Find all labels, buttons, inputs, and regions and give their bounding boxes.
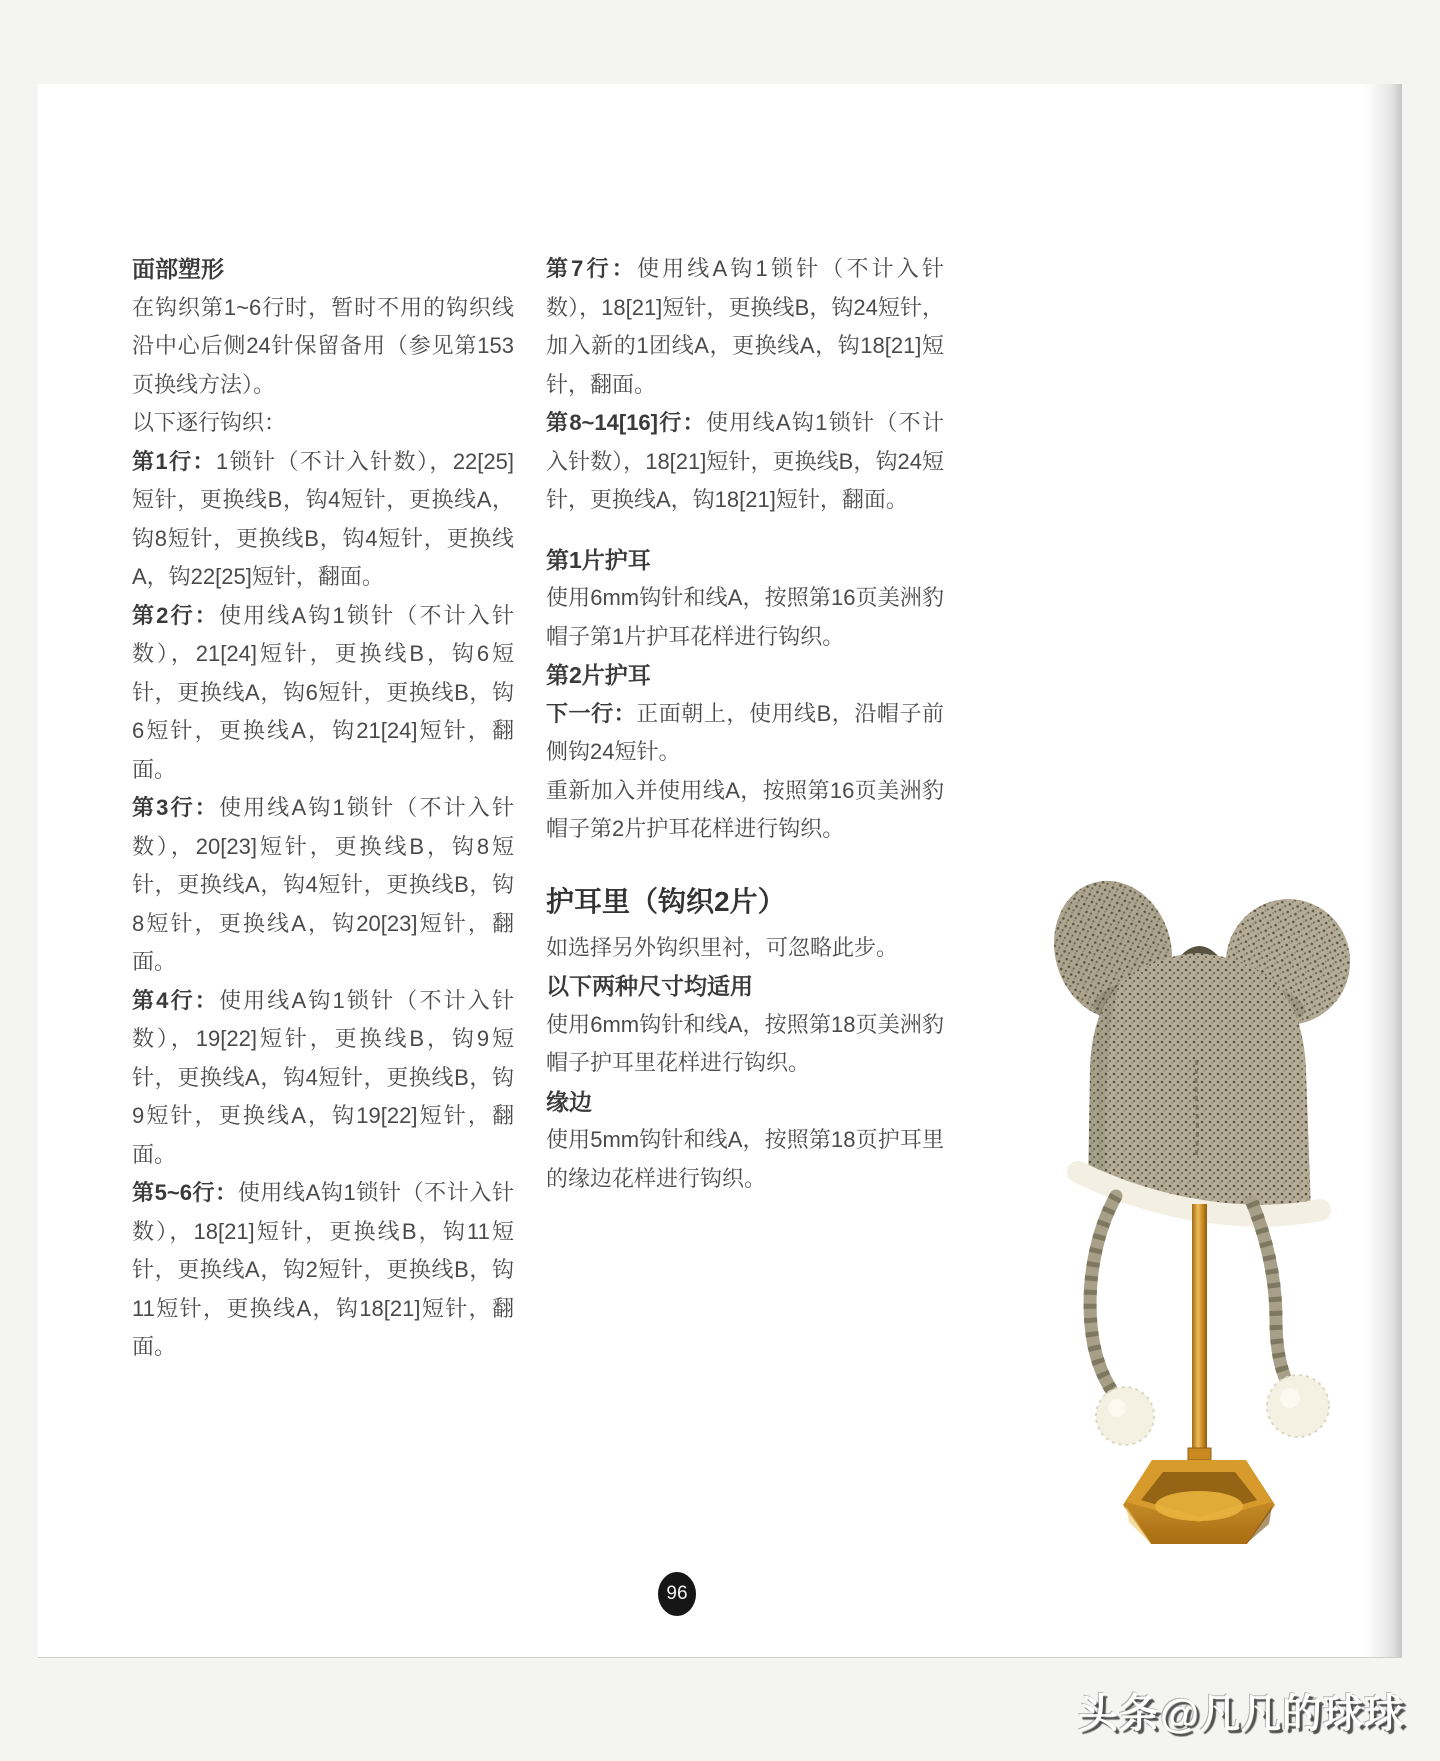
section-heading-earflap-1: 第1片护耳	[546, 546, 651, 573]
paragraph: 使用6mm钩针和线A，按照第16页美洲豹帽子第1片护耳花样进行钩织。	[546, 585, 944, 649]
right-column	[546, 250, 944, 1198]
stand-base	[1123, 1460, 1275, 1544]
page-number-badge	[658, 1572, 696, 1616]
pattern-row	[546, 250, 944, 404]
left-braid	[1090, 1196, 1122, 1404]
right-braid	[1252, 1202, 1296, 1398]
stand-pole-collar	[1188, 1448, 1211, 1460]
row-text: 1锁针（不计入针数），22[25]短针，更换线B，钩4短针，更换线A，钩8短针，更换线B，钩4短针，更换线A，钩22[25]短针，翻面。	[132, 448, 514, 589]
row-text: 使用线A钩1锁针（不计入针数），18[21]短针，更换线B，钩11短针，更换线A，钩2短针，更换线B，钩11短针，更换线A，钩18[21]短针，翻面。	[132, 1180, 514, 1359]
row-text: 使用线A钩1锁针（不计入针数），18[21]短针，更换线B，钩24短针，更换线A，钩18[21]短针，翻面。	[546, 410, 944, 512]
intro-paragraph: 在钩织第1~6行时，暂时不用的钩织线沿中心后侧24针保留备用（参见第153页换线方法）。	[132, 294, 514, 397]
row-label: 第2行：	[132, 602, 219, 628]
row-text: 使用线A钩1锁针（不计入针数），18[21]短针，更换线B，钩24短针，加入新的1团线A，更换线A，钩18[21]短针，翻面。	[546, 256, 944, 397]
subheading-both-sizes: 以下两种尺寸均适用	[546, 973, 753, 999]
paragraph: 使用5mm钩针和线A，按照第18页护耳里的缘边花样进行钩织。	[546, 1127, 944, 1191]
pattern-row	[132, 789, 514, 982]
row-label: 第5~6行：	[132, 1180, 238, 1205]
left-pompom	[1096, 1387, 1154, 1445]
row-label: 第7行：	[546, 256, 637, 281]
row-label: 第1行：	[132, 448, 216, 474]
stand-pole	[1192, 1204, 1207, 1456]
row-text: 正面朝上，使用线B，沿帽子前侧钩24短针。	[546, 700, 944, 764]
row-text: 使用线A钩1锁针（不计入针数），21[24]短针，更换线B，钩6短针，更换线A，钩6短针，更换线B，钩6短针，更换线A，钩21[24]短针，翻面。	[132, 602, 514, 782]
row-label: 第4行：	[132, 987, 219, 1013]
section-heading-earflap-2: 第2片护耳	[546, 662, 651, 688]
hat-photo	[920, 760, 1380, 1560]
hat-photo-svg	[920, 760, 1380, 1560]
pattern-row	[132, 443, 514, 597]
pattern-row	[132, 597, 514, 790]
row-label: 下一行：	[546, 700, 637, 726]
row-text: 使用线A钩1锁针（不计入针数），20[23]短针，更换线B，钩8短针，更换线A，钩4短针，更换线B，钩8短针，更换线A，钩20[23]短针，翻面。	[132, 795, 514, 974]
paragraph: 重新加入并使用线A，按照第16页美洲豹帽子第2片护耳花样进行钩织。	[546, 777, 944, 841]
pattern-row	[546, 695, 944, 772]
section-heading-edging: 缘边	[546, 1088, 592, 1115]
pattern-row	[546, 404, 944, 520]
row-text: 使用线A钩1锁针（不计入针数），19[22]短针，更换线B，钩9短针，更换线A，钩4短针，更换线B，钩9短针，更换线A，钩19[22]短针，翻面。	[132, 987, 514, 1167]
pattern-row	[132, 1174, 514, 1367]
row-label: 第3行：	[132, 795, 219, 820]
intro-paragraph: 以下逐行钩织：	[132, 410, 287, 435]
pattern-row	[132, 982, 514, 1175]
section-heading-face-shaping: 面部塑形	[132, 256, 224, 282]
section-heading-lining: 护耳里（钩织2片）	[546, 885, 786, 917]
row-label: 第8~14[16]行：	[546, 410, 706, 435]
left-column	[132, 250, 514, 1367]
page-number: 96	[666, 1583, 688, 1604]
paragraph: 使用6mm钩针和线A，按照第18页美洲豹帽子护耳里花样进行钩织。	[546, 1011, 944, 1075]
watermark: 头条@凡凡的球球	[1078, 1692, 1406, 1736]
paragraph: 如选择另外钩织里衬，可忽略此步。	[546, 934, 899, 960]
right-pompom	[1267, 1375, 1329, 1437]
